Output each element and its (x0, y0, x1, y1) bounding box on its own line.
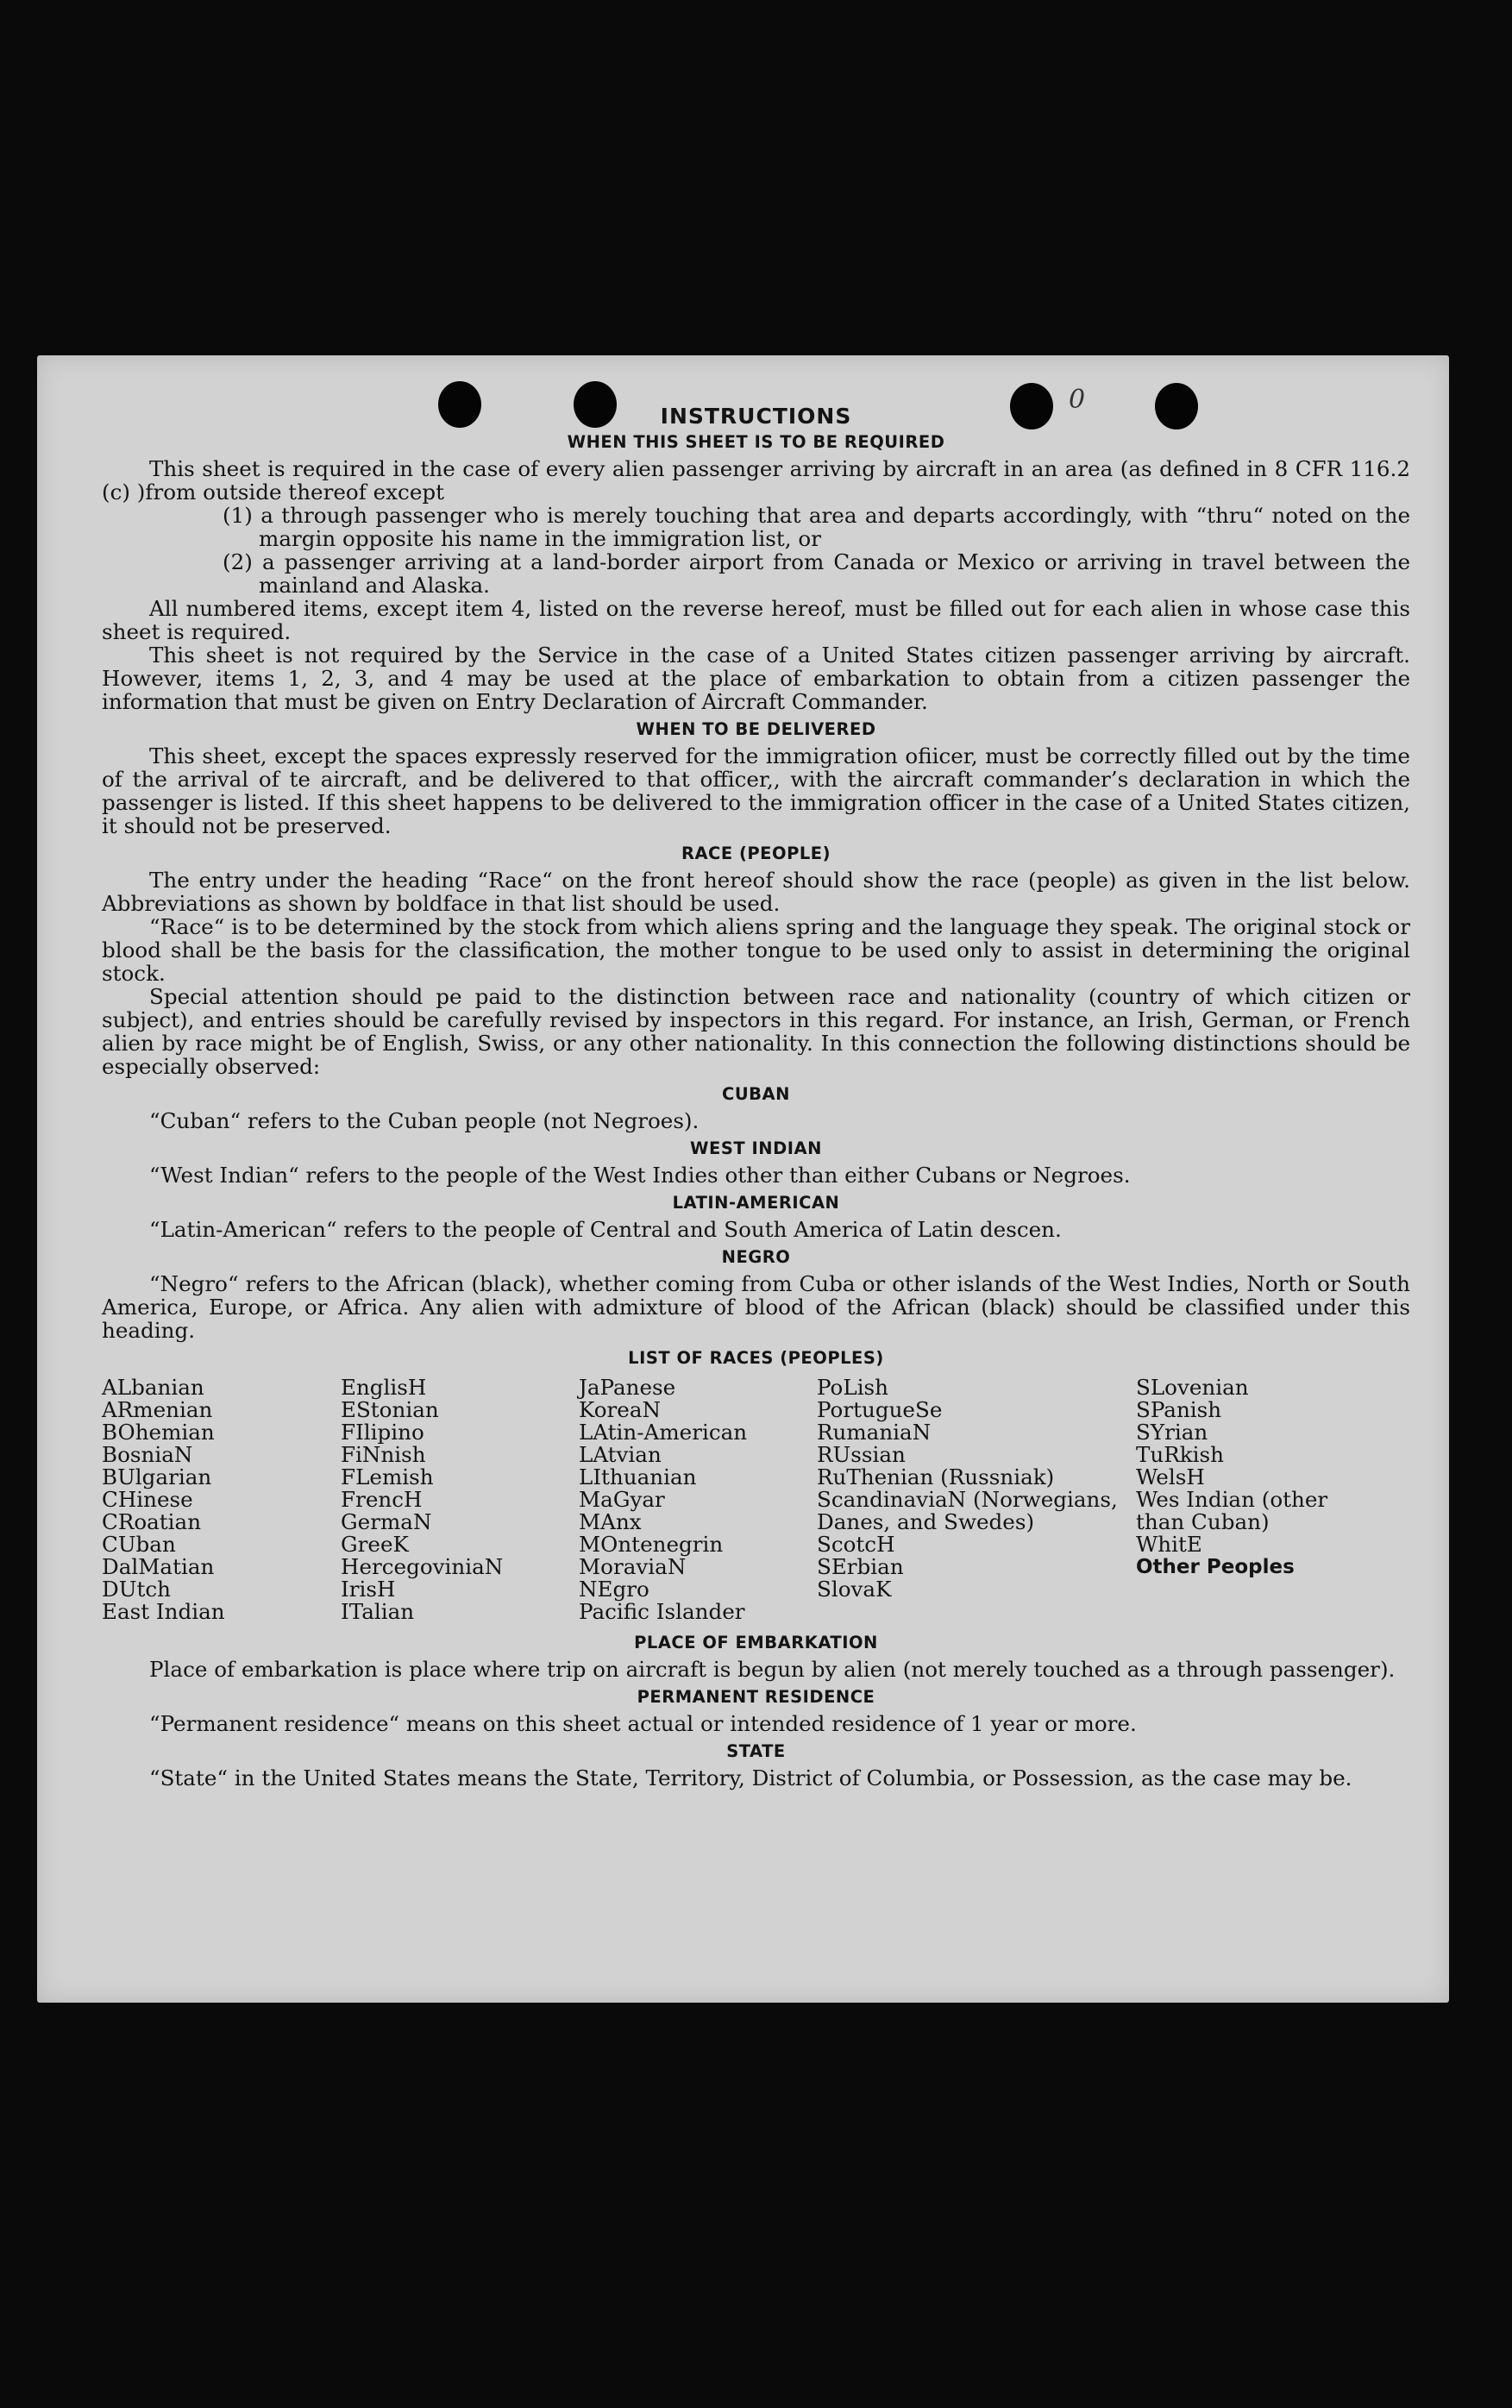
paragraph-permanent-residence: “Permanent residence“ means on this sheet actual or intended residence of 1 year or more. (149, 1711, 1137, 1736)
race-entry: WelsH (1136, 1464, 1205, 1489)
heading-race: RACE (PEOPLE) (681, 843, 831, 863)
paragraph-place-of-embarkation: Place of embarkation is place where trip on aircraft is begun by alien (not merely touched as a through passenger). (149, 1657, 1396, 1682)
race-entry: EStonian (341, 1397, 439, 1422)
race-entry: Wes Indian (other than Cuban) (1136, 1487, 1328, 1534)
race-entry: SlovaK (817, 1577, 892, 1602)
race-entry: ALbanian (102, 1375, 204, 1400)
race-entry: BosniaN (102, 1442, 193, 1467)
heading-negro: NEGRO (721, 1247, 791, 1267)
race-entry: BUlgarian (102, 1464, 212, 1489)
paragraph-west-indian: “West Indian“ refers to the people of the West Indies other than either Cubans or Negroes. (149, 1163, 1131, 1188)
race-entry: RumaniaN (817, 1420, 932, 1445)
race-entry: SPanish (1136, 1397, 1222, 1422)
race-entry: GreeK (341, 1532, 409, 1557)
page-title: INSTRUCTIONS (660, 404, 852, 429)
races-column (102, 1376, 341, 1623)
race-entry: LAtin-American (579, 1420, 748, 1445)
race-entry: MoraviaN (579, 1554, 687, 1579)
race-entry: WhitE (1136, 1532, 1202, 1557)
race-entry: PortugueSe (817, 1397, 943, 1422)
heading-when-required: WHEN THIS SHEET IS TO BE REQUIRED (567, 432, 945, 452)
paragraph-numbered-items: All numbered items, except item 4, listed on the reverse hereof, must be filled out for each alien in whose case this sheet is required. (102, 596, 1410, 644)
race-entry: DUtch (102, 1577, 171, 1602)
races-column (1136, 1376, 1376, 1623)
race-entry: SLovenian (1136, 1375, 1249, 1400)
race-entry: GermaN (341, 1509, 432, 1534)
race-entry: RuThenian (Russniak) (817, 1464, 1055, 1489)
race-entry: LAtvian (579, 1442, 662, 1467)
race-entry: FLemish (341, 1464, 434, 1489)
race-entry: KoreaN (579, 1397, 662, 1422)
race-entry: FiNnish (341, 1442, 426, 1467)
heading-west-indian: WEST INDIAN (690, 1138, 822, 1158)
heading-cuban: CUBAN (722, 1084, 790, 1104)
race-entry: LIthuanian (579, 1464, 697, 1489)
races-column (579, 1376, 817, 1623)
paragraph-state: “State“ in the United States means the State, Territory, District of Columbia, or Possession, as the case may be. (149, 1765, 1352, 1790)
races-column (341, 1376, 579, 1623)
paragraph-when-delivered: This sheet, except the spaces expressly reserved for the immigration ofiicer, must be correctly filled out by the time of the arrival of te aircraft, and be delivered to that officer,, with the aircraft commander’s declaration in which the passenger is listed. If this sheet happens to be delivered to the immigration officer in the case of a United States citizen, it should not be preserved. (102, 743, 1410, 838)
race-entry: SErbian (817, 1554, 904, 1579)
race-entry: ScandinaviaN (Norwegians, Danes, and Swedes) (817, 1487, 1118, 1534)
paragraph-race-1: The entry under the heading “Race“ on the front hereof should show the race (people) as given in the list below. Abbreviations as shown by boldface in that list should be used. (102, 868, 1410, 916)
race-entry: Pacific Islander (579, 1599, 745, 1624)
race-entry: FIlipino (341, 1420, 424, 1445)
race-entry: MOntenegrin (579, 1532, 724, 1557)
instructions-content (102, 404, 1410, 1790)
paragraph-negro: “Negro“ refers to the African (black), whether coming from Cuba or other islands of the West Indies, North or South America, Europe, or Africa. Any alien with admixture of blood of the African (black) should be classified under this heading. (102, 1271, 1410, 1343)
race-entry: TuRkish (1136, 1442, 1224, 1467)
race-entry: FrencH (341, 1487, 423, 1512)
race-entry: HercegoviniaN (341, 1554, 504, 1579)
race-entry: BOhemian (102, 1420, 215, 1445)
heading-latin-american: LATIN-AMERICAN (672, 1193, 840, 1213)
heading-place-of-embarkation: PLACE OF EMBARKATION (634, 1633, 878, 1652)
heading-permanent-residence: PERMANENT RESIDENCE (637, 1687, 875, 1707)
race-entry: East Indian (102, 1599, 225, 1624)
race-entry: MAnx (579, 1509, 642, 1534)
race-entry: NEgro (579, 1577, 649, 1602)
race-entry: PoLish (817, 1375, 889, 1400)
race-entry: MaGyar (579, 1487, 665, 1512)
race-entry: EnglisH (341, 1375, 427, 1400)
document-sheet (37, 355, 1449, 2003)
race-entry: ITalian (341, 1599, 415, 1624)
paragraph-cuban: “Cuban“ refers to the Cuban people (not Negroes). (149, 1108, 700, 1133)
heading-state: STATE (726, 1741, 786, 1761)
race-entry: RUssian (817, 1442, 906, 1467)
handwritten-mark: 0 (1069, 385, 1086, 415)
races-list (102, 1376, 1410, 1623)
race-entry: DalMatian (102, 1554, 215, 1579)
race-entry: ARmenian (102, 1397, 213, 1422)
exception-item-2: (2) a passenger arriving at a land-border airport from Canada or Mexico or arriving in travel between the mainland and Alaska. (223, 549, 1410, 598)
races-column (817, 1376, 1136, 1623)
race-entry: CHinese (102, 1487, 193, 1512)
paragraph-race-2: “Race“ is to be determined by the stock from which aliens spring and the language they speak. The original stock or blood shall be the basis for the classification, the mother tongue to be used only to assist in determining the original stock. (102, 914, 1410, 986)
race-entry: ScotcH (817, 1532, 895, 1557)
race-entry: JaPanese (579, 1375, 676, 1400)
paragraph-not-required: This sheet is not required by the Service in the case of a United States citizen passenger arriving by aircraft. However, items 1, 2, 3, and 4 may be used at the place of embarkation to obtain from a citizen passenger the information that must be given on Entry Declaration of Aircraft Commander. (102, 643, 1410, 714)
race-entry: CUban (102, 1532, 176, 1557)
heading-when-delivered: WHEN TO BE DELIVERED (636, 719, 876, 739)
paragraph-latin-american: “Latin-American“ refers to the people of Central and South America of Latin descen. (149, 1217, 1062, 1242)
race-entry: CRoatian (102, 1509, 202, 1534)
race-entry: IrisH (341, 1577, 396, 1602)
paragraph-required-intro: This sheet is required in the case of every alien passenger arriving by aircraft in an area (as defined in 8 CFR 116.2 (c) )from outside thereof except (102, 456, 1410, 505)
paragraph-race-3: Special attention should pe paid to the distinction between race and nationality (country of which citizen or subject), and entries should be carefully revised by inspectors in this regard. For instance, an Irish, German, or French alien by race might be of English, Swiss, or any other nationality. In this connection the following distinctions should be especially observed: (102, 984, 1410, 1079)
heading-list-of-races: LIST OF RACES (PEOPLES) (628, 1348, 884, 1368)
race-entry: SYrian (1136, 1420, 1208, 1445)
exception-item-1: (1) a through passenger who is merely touching that area and departs accordingly, with “thru“ noted on the margin opposite his name in the immigration list, or (223, 503, 1410, 551)
race-entry: Other Peoples (1136, 1556, 1295, 1578)
